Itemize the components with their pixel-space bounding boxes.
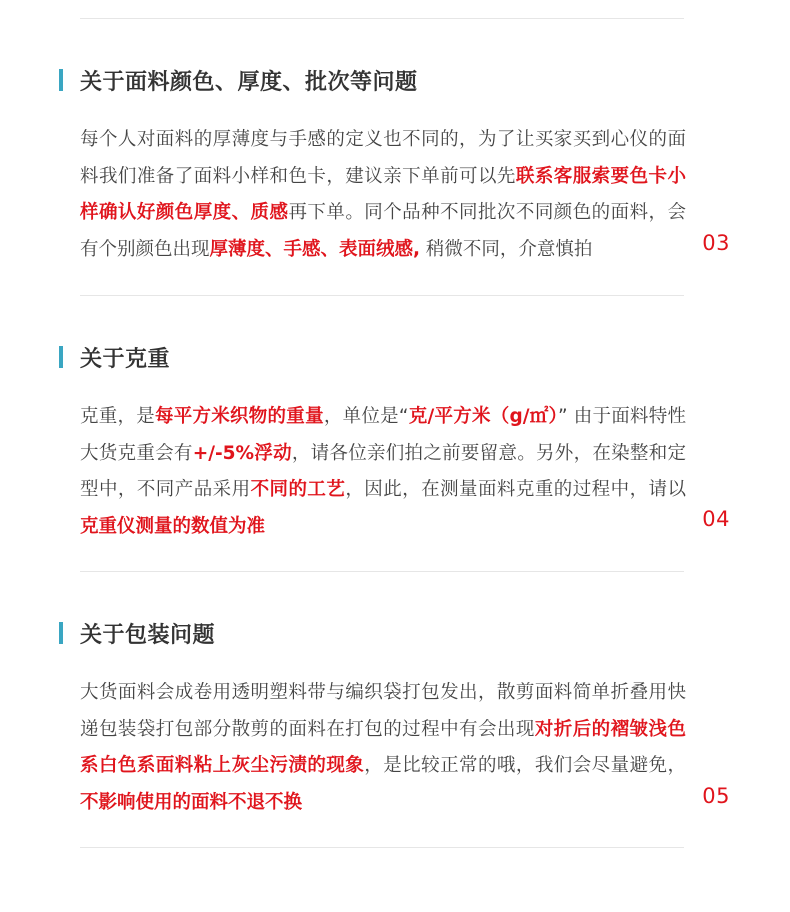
section-header xyxy=(59,343,170,371)
emphasis-text: 克/平方米（g/㎡） xyxy=(408,406,558,427)
emphasis-text: 每平方米织物的重量 xyxy=(155,406,324,427)
section-title: 关于克重 xyxy=(80,346,171,372)
emphasis-text: +/-5%浮动 xyxy=(192,442,292,464)
body-text: 每个人对面料的厚薄度与手感的定义也不同的，为了让买家买到心仪的面料我们准备了面料小样和色卡，建议亲下单前可以先 xyxy=(80,129,686,187)
section-body xyxy=(80,122,686,268)
divider xyxy=(80,571,684,572)
divider-bottom xyxy=(80,847,684,848)
section-body xyxy=(80,399,686,545)
body-text: ” 由于面料特性大货克重会有 xyxy=(80,406,686,464)
emphasis-text: 不影响使用的面料不退不换 xyxy=(80,791,303,813)
section-title: 关于面料颜色、厚度、批次等问题 xyxy=(80,69,418,95)
emphasis-text: 克重仪测量的数值为准 xyxy=(80,515,266,537)
body-text: ，因此，在测量面料克重的过程中，请以 xyxy=(345,479,686,500)
body-text: ，是比较正常的哦，我们会尽量避免， xyxy=(364,755,686,776)
section-number: 05 xyxy=(702,784,730,808)
section-header xyxy=(59,66,418,94)
section-title: 关于包装问题 xyxy=(80,622,216,648)
section-packaging xyxy=(0,619,790,819)
divider-top xyxy=(80,18,684,19)
accent-bar xyxy=(59,69,63,91)
emphasis-text: 联系客服索要色卡小样确认好颜色厚度、质感 xyxy=(80,165,686,223)
body-text: 克重，是 xyxy=(80,406,156,427)
section-number: 04 xyxy=(702,507,730,531)
emphasis-text: 对折后的褶皱浅色系白色系面料粘上灰尘污渍的现象 xyxy=(80,718,686,776)
body-text: 稍微不同，介意慎拍 xyxy=(420,238,593,260)
body-text: 再下单。同个品种不同批次不同颜色的面料，会有个别颜色出现 xyxy=(80,202,686,260)
body-text: ，单位是“ xyxy=(323,406,409,427)
emphasis-text: 不同的工艺 xyxy=(250,479,346,500)
section-color-thickness xyxy=(0,66,790,266)
body-text: ，请各位亲们拍之前要留意。另外，在染整和定型中，不同产品采用 xyxy=(80,442,686,500)
emphasis-text: 厚薄度、手感、表面绒感, xyxy=(209,238,421,260)
divider xyxy=(80,295,684,296)
accent-bar xyxy=(59,622,63,644)
section-body xyxy=(80,675,686,821)
section-number: 03 xyxy=(702,231,730,255)
accent-bar xyxy=(59,346,63,368)
section-header xyxy=(59,619,215,647)
section-gram-weight xyxy=(0,343,790,543)
body-text: 大货面料会成卷用透明塑料带与编织袋打包发出，散剪面料简单折叠用快递包装袋打包部分散剪的面料在打包的过程中有会出现 xyxy=(80,682,686,740)
